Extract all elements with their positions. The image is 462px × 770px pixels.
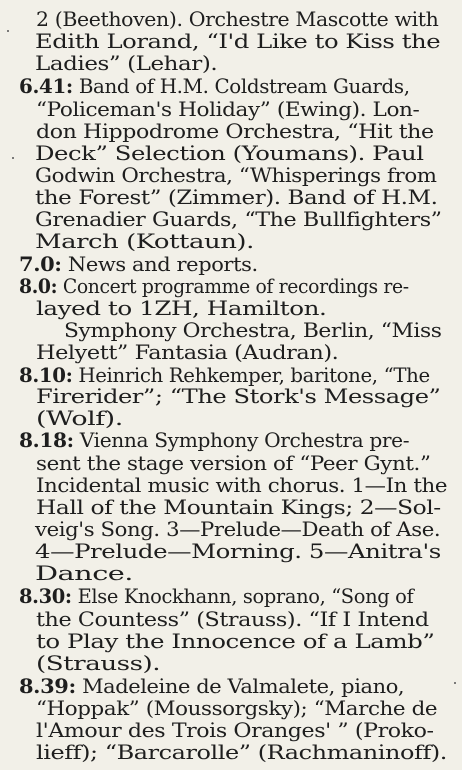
listing-line bbox=[35, 142, 424, 165]
line-text: “Hoppak” (Moussorgsky); “Marche de bbox=[36, 697, 438, 720]
listing-line bbox=[35, 540, 441, 563]
line-text: Incidental music with chorus. 1—In the bbox=[36, 474, 448, 497]
listing-line bbox=[36, 719, 434, 742]
listing-line bbox=[35, 518, 440, 541]
listing-line bbox=[35, 230, 254, 253]
line-text: lieff); “Barcarolle” (Rachmaninoff). bbox=[36, 741, 447, 764]
line-text: to Play the Innocence of a Lamb” bbox=[36, 630, 435, 653]
line-text: Godwin Orchestra, “Whisperings from bbox=[35, 164, 437, 187]
listing-line bbox=[19, 275, 409, 298]
listing-line bbox=[35, 562, 133, 585]
listing-line bbox=[36, 741, 447, 764]
line-text: don Hippodrome Orchestra, “Hit the bbox=[36, 120, 434, 143]
listing-line bbox=[36, 474, 447, 497]
speck-mark bbox=[454, 682, 456, 684]
line-text: Deck” Selection (Youmans). Paul bbox=[35, 142, 424, 165]
listing-line bbox=[35, 186, 438, 209]
line-text: Dance. bbox=[35, 562, 133, 585]
line-text: Band of H.M. Coldstream Guards, bbox=[72, 75, 410, 98]
listing-line bbox=[36, 608, 429, 631]
line-text: (Wolf). bbox=[36, 407, 123, 430]
listing-line bbox=[36, 697, 437, 720]
time-label: 8.10: bbox=[19, 364, 73, 387]
listing-line bbox=[35, 208, 442, 231]
line-text: the Countess” (Strauss). “If I Intend bbox=[36, 608, 429, 631]
time-label: 8.39: bbox=[19, 675, 76, 698]
time-label: 8.18: bbox=[19, 429, 74, 452]
listing-line bbox=[36, 407, 123, 430]
listing-line bbox=[19, 429, 409, 452]
line-text: the Forest” (Zimmer). Band of H.M. bbox=[35, 186, 438, 209]
line-text: Concert programme of recordings re- bbox=[57, 275, 409, 298]
speck-mark bbox=[7, 30, 9, 32]
listing-line bbox=[35, 52, 217, 75]
line-text: “Policeman's Holiday” (Ewing). Lon- bbox=[36, 98, 420, 121]
listing-line bbox=[36, 630, 434, 653]
line-text: Grenadier Guards, “The Bullfighters” bbox=[35, 208, 442, 231]
line-text: Madeleine de Valmalete, piano, bbox=[75, 675, 405, 698]
line-text: Edith Lorand, “I'd Like to Kiss the bbox=[35, 30, 441, 53]
listing-line bbox=[36, 341, 338, 364]
listing-line bbox=[19, 253, 258, 276]
listing-line bbox=[64, 319, 442, 342]
line-text: Hall of the Mountain Kings; 2—Sol- bbox=[36, 496, 441, 519]
line-text: veig's Song. 3—Prelude—Death of Ase. bbox=[35, 518, 441, 541]
line-text: Vienna Symphony Orchestra pre- bbox=[73, 429, 410, 452]
listing-line bbox=[36, 652, 160, 675]
listing-line bbox=[19, 75, 410, 98]
listing-line bbox=[36, 297, 326, 320]
listing-line bbox=[19, 585, 413, 608]
listing-line bbox=[36, 385, 440, 408]
listing-line bbox=[36, 8, 438, 31]
line-text: Else Knockhann, soprano, “Song of bbox=[71, 585, 414, 608]
listing-line bbox=[36, 496, 441, 519]
line-text: Ladies” (Lehar). bbox=[35, 52, 218, 75]
line-text: Symphony Orchestra, Berlin, “Miss bbox=[64, 319, 442, 342]
line-text: sent the stage version of “Peer Gynt.” bbox=[36, 452, 431, 475]
line-text: Heinrich Rehkemper, baritone, “The bbox=[72, 364, 430, 387]
listing-line bbox=[36, 120, 434, 143]
time-label: 8.30: bbox=[19, 585, 72, 608]
line-text: March (Kottaun). bbox=[35, 230, 254, 253]
time-label: 8.0: bbox=[19, 275, 58, 298]
listing-line bbox=[35, 30, 440, 53]
line-text: Firerider”; “The Stork's Message” bbox=[36, 385, 441, 408]
line-text: layed to 1ZH, Hamilton. bbox=[36, 297, 327, 320]
line-text: (Strauss). bbox=[36, 652, 161, 675]
line-text: Helyett” Fantasia (Audran). bbox=[36, 341, 339, 364]
time-label: 7.0: bbox=[19, 253, 62, 276]
speck-mark bbox=[12, 157, 14, 159]
listing-line bbox=[36, 98, 419, 121]
time-label: 6.41: bbox=[19, 75, 73, 98]
line-text: News and reports. bbox=[61, 253, 258, 276]
listing-line bbox=[36, 452, 430, 475]
line-text: 2 (Beethoven). Orchestre Mascotte with bbox=[36, 8, 439, 31]
listing-line bbox=[19, 675, 404, 698]
listing-line bbox=[35, 164, 437, 187]
listing-line bbox=[19, 364, 430, 387]
line-text: 4—Prelude—Morning. 5—Anitra's bbox=[35, 540, 441, 563]
line-text: l'Amour des Trois Oranges' ” (Proko- bbox=[36, 719, 434, 742]
